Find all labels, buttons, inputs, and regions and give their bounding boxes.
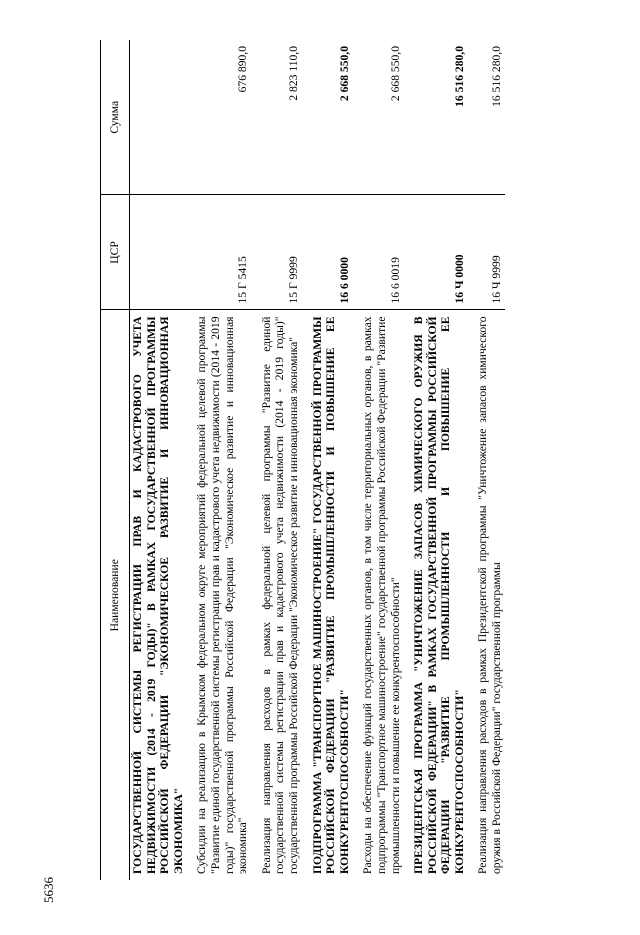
row-gap	[352, 40, 360, 880]
row-sum: 2 823 110,0	[286, 46, 300, 101]
row-name: Реализация направления расходов в рамках федеральной целевой программы "Развитие единой государственной системы регистрации прав и кадастрового учета недвижимости (2014 - 2019 годы)" государственной программы Российской Федерации "Экономическое развитие и инновационная экономика"	[259, 310, 302, 880]
row-gap	[403, 40, 411, 880]
table-row	[130, 40, 187, 880]
table-header-row	[101, 40, 130, 880]
header-csr: ЦСР	[101, 195, 130, 310]
table-row	[259, 40, 302, 880]
row-gap	[251, 40, 259, 880]
row-name: ГОСУДАРСТВЕННОЙ СИСТЕМЫ РЕГИСТРАЦИИ ПРАВ И КАДАСТРОВОГО УЧЕТА НЕДВИЖИМОСТИ (2014 - 2019 ГОДЫ)" В РАМКАХ ГОСУДАРСТВЕННОЙ ПРОГРАММЫ РОССИЙСКОЙ ФЕДЕРАЦИИ "ЭКОНОМИЧЕСКОЕ РАЗВИТИЕ И ИННОВАЦИОННАЯ ЭКОНОМИКА"	[130, 310, 187, 880]
table-row	[475, 40, 504, 880]
row-csr: 15 Г 9999	[259, 195, 302, 310]
row-sum: 676 890,0	[236, 46, 250, 93]
row-name: Реализация направления расходов в рамках Президентской программы "Уничтожение запасов химического оружия в Российской Федерации" государственной программы	[475, 310, 504, 880]
row-name: Расходы на обеспечение функций государственных органов, в том числе территориальных органов, в рамках подпрограммы "Транспортное машиностроение" государственной программы Российской Федерации "Развитие промышленности и повышение ее конкурентоспособности"	[360, 310, 403, 880]
row-name: ПРЕЗИДЕНТСКАЯ ПРОГРАММА "УНИЧТОЖЕНИЕ ЗАПАСОВ ХИМИЧЕСКОГО ОРУЖИЯ В РОССИЙСКОЙ ФЕДЕРАЦИИ" В РАМКАХ ГОСУДАРСТВЕННОЙ ПРОГРАММЫ РОССИЙСКОЙ ФЕДЕРАЦИИ "РАЗВИТИЕ ПРОМЫШЛЕННОСТИ И ПОВЫШЕНИЕ ЕЕ КОНКУРЕНТОСПОСОБНОСТИ"	[411, 310, 467, 880]
page-number: 5636	[41, 877, 56, 903]
row-sum	[130, 40, 187, 195]
row-csr: 16 6 0000	[310, 195, 353, 310]
table-row	[360, 40, 403, 880]
row-gap	[186, 40, 194, 880]
table-row	[194, 40, 250, 880]
row-sum: 2 668 550,0	[388, 46, 402, 102]
row-sum: 2 668 550,0	[337, 46, 351, 102]
row-csr: 16 Ч 9999	[475, 195, 504, 310]
table-row	[411, 40, 467, 880]
row-csr	[130, 195, 187, 310]
row-csr: 16 Ч 0000	[411, 195, 467, 310]
row-gap	[467, 40, 475, 880]
row-gap	[302, 40, 310, 880]
row-sum: 16 516 280,0	[490, 46, 504, 107]
row-name: ПОДПРОГРАММА "ТРАНСПОРТНОЕ МАШИНОСТРОЕНИЕ" ГОСУДАРСТВЕННОЙ ПРОГРАММЫ РОССИЙСКОЙ ФЕДЕРАЦИИ "РАЗВИТИЕ ПРОМЫШЛЕННОСТИ И ПОВЫШЕНИЕ ЕЕ КОНКУРЕНТОСПОСОБНОСТИ"	[310, 310, 353, 880]
budget-table	[100, 40, 505, 880]
header-sum: Сумма	[101, 40, 130, 195]
header-name: Наименование	[101, 310, 130, 880]
row-sum: 16 516 280,0	[452, 46, 466, 107]
row-name: Субсидии на реализацию в Крымском федеральном округе мероприятий федеральной целевой программы "Развитие единой государственной системы регистрации прав и кадастрового учета недвижимости (2014 - 2019 годы)" государственной программы Российской Федерации "Экономическое развитие и инновационная экономика"	[194, 310, 250, 880]
rotated-page	[100, 40, 600, 880]
row-csr: 15 Г 5415	[194, 195, 250, 310]
row-csr: 16 6 0019	[360, 195, 403, 310]
table-row	[310, 40, 353, 880]
